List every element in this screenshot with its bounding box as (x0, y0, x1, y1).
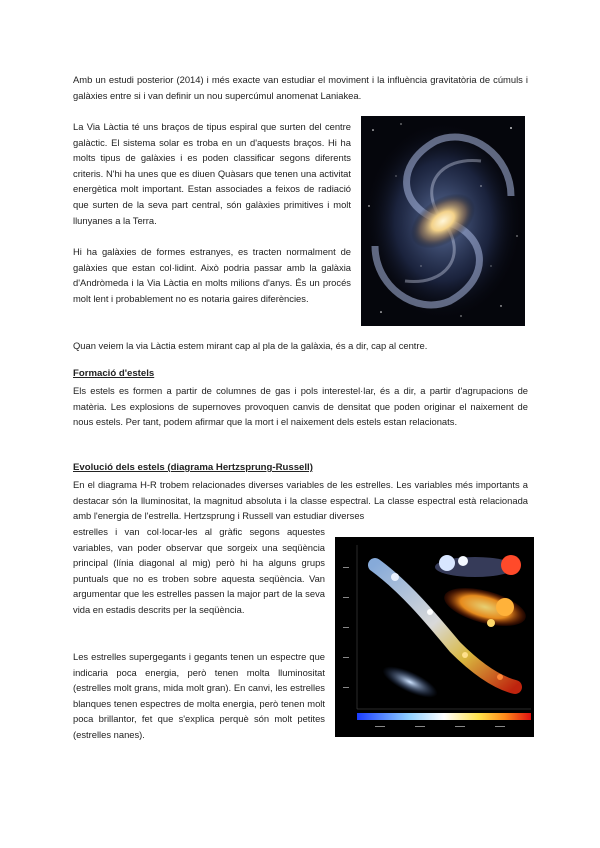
paragraph-pla: Quan veiem la via Làctia estem mirant cap al pla de la galàxia, és a dir, cap al centre. (73, 340, 428, 351)
hr-diagram-image (335, 537, 534, 737)
paragraph-intro: Amb un estudi posterior (2014) i més exacte van estudiar el moviment i la influència gravitatòria de cúmuls i galàxies entre si i van definir un nou supercúmul anomenat Laniakea. (73, 74, 528, 101)
paragraph-supergegants: Les estrelles supergegants i gegants tenen un espectre que indicaria poca energia, però tenen molta lluminositat (estrelles molt grans, mida molt gran). En canvi, les estrelles blanques tenen espectres de molta energia, però tenen molt poca brillantor, fet que s'explica perquè són molt petites (estrelles nanes). (73, 651, 325, 740)
galaxy-illustration (361, 116, 525, 326)
paragraph-formacio: Els estels es formen a partir de columnes de gas i pols interestel·lar, és a dir, a partir d'agrupacions de matèria. Les explosions de supernoves provoquen canvis de densitat que poden originar el naixement de nous estels. Per tant, podem afirmar que la mort i el naixement dels estels estan relacionats. (73, 385, 528, 428)
heading-evolucio: Evolució dels estels (diagrama Hertzsprung-Russell) (73, 462, 313, 473)
paragraph-via-lactia: La Via Làctia té uns braços de tipus espiral que surten del centre galàctic. El sistema solar es troba en un d'aquests braços. Hi ha molts tipus de galàxies i es poden classificar segons diferents criteris. N'hi ha unes que es diuen Quàsars que tenen una activitat energètica molt important. Estan associades a feixos de radiació que surten de la seva part central, són galàxies primitives i molt llunyanes a la Terra. (73, 121, 351, 226)
paragraph-formes: Hi ha galàxies de formes estranyes, es tracten normalment de galàxies que estan col·lidint. Això podria passar amb la galàxia d'Andròmeda i la Via Làctia en molts milions d'anys. És un procés molt lent i probablement no es notaria gaires diferències. (73, 246, 351, 304)
paragraph-hr-wrap: estrelles i van col·locar-les al gràfic segons aquestes variables, van poder observar que sorgeix una seqüència principal (línia diagonal al mig) però hi ha alguns grups puntuals que no es troben sobre aquesta seqüència. Van argumentar que les estrelles passen la major part de la seva vida en estadis descrits per la seqüència. (73, 526, 325, 615)
paragraph-hr-full: En el diagrama H-R trobem relacionades diverses variables de les estrelles. Les variables més importants a destacar són la lluminositat, la magnitud absoluta i la classe espectral. La classe espectral està relacionada amb l'energia de l'estrella. Hertzsprung i Russell van estudiar diverses (73, 479, 528, 522)
milky-way-image (361, 116, 525, 326)
hr-diagram-illustration (335, 537, 534, 737)
heading-formacio: Formació d'estels (73, 368, 155, 379)
